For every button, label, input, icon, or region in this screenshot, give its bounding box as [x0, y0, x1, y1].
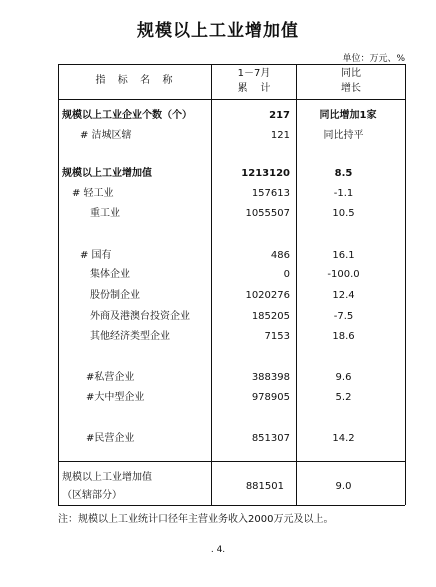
row-change: -100.0 — [327, 269, 360, 280]
row-label: 规模以上工业企业个数（个） — [62, 110, 192, 121]
table-footer-divider — [58, 461, 405, 462]
row-label: # 国有 — [80, 250, 112, 261]
table-header-divider — [58, 99, 405, 100]
header-indicator: 指 标 名 称 — [95, 75, 175, 86]
row-label: 重工业 — [90, 208, 120, 219]
header-change-line2: 增长 — [341, 83, 361, 94]
row-change: 5.2 — [335, 392, 352, 403]
row-value: 851307 — [251, 433, 290, 444]
footnote: 注：规模以上工业统计口径年主营业务收入2000万元及以上。 — [58, 514, 334, 525]
row-value: 0 — [283, 269, 290, 280]
table-right-border — [405, 64, 406, 505]
row-label: #大中型企业 — [86, 392, 145, 403]
header-period-line2: 累 计 — [237, 83, 271, 94]
row-change: 12.4 — [332, 290, 355, 301]
row-change: 16.1 — [332, 250, 355, 261]
row-change: 同比持平 — [323, 130, 364, 141]
header-period-line1: 1－7月 — [237, 68, 271, 79]
row-value: 486 — [270, 250, 290, 261]
footer-row-change: 9.0 — [335, 481, 352, 492]
row-value: 121 — [270, 130, 290, 141]
table-bottom-border — [58, 505, 405, 506]
row-change: 9.6 — [335, 372, 352, 383]
row-label: 集体企业 — [90, 269, 130, 280]
table-column-divider-1 — [211, 64, 212, 505]
row-change: 8.5 — [334, 168, 353, 179]
row-change: 14.2 — [332, 433, 355, 444]
row-label: #民营企业 — [86, 433, 135, 444]
row-change: 同比增加1家 — [319, 110, 377, 121]
row-value: 978905 — [251, 392, 290, 403]
row-value: 1055507 — [245, 208, 290, 219]
row-change: 10.5 — [332, 208, 355, 219]
footer-row-label: 规模以上工业增加值 — [62, 472, 152, 483]
row-value: 7153 — [264, 331, 290, 342]
footer-row-sublabel: （区辖部分） — [62, 490, 122, 501]
row-value: 1020276 — [245, 290, 290, 301]
row-value: 388398 — [251, 372, 290, 383]
row-change: -1.1 — [333, 188, 354, 199]
row-label: # 洁城区辖 — [80, 130, 132, 141]
row-label: # 轻工业 — [72, 188, 114, 199]
row-value: 185205 — [251, 311, 290, 322]
row-label: #私营企业 — [86, 372, 135, 383]
footer-row-value: 881501 — [245, 481, 284, 492]
table-column-divider-2 — [296, 64, 297, 505]
unit-label: 单位：万元、% — [342, 54, 405, 64]
row-value: 1213120 — [241, 168, 290, 179]
header-change-line1: 同比 — [341, 68, 361, 79]
row-value: 157613 — [251, 188, 290, 199]
row-value: 217 — [269, 110, 290, 121]
page-number: . 4. — [210, 545, 226, 555]
table-top-border — [58, 64, 405, 65]
table-left-border — [58, 64, 59, 505]
row-label: 其他经济类型企业 — [90, 331, 170, 342]
row-change: -7.5 — [333, 311, 354, 322]
row-change: 18.6 — [332, 331, 355, 342]
row-label: 外商及港澳台投资企业 — [90, 311, 190, 322]
row-label: 规模以上工业增加值 — [62, 168, 152, 179]
page-title: 规模以上工业增加值 — [137, 21, 299, 41]
row-label: 股份制企业 — [90, 290, 140, 301]
